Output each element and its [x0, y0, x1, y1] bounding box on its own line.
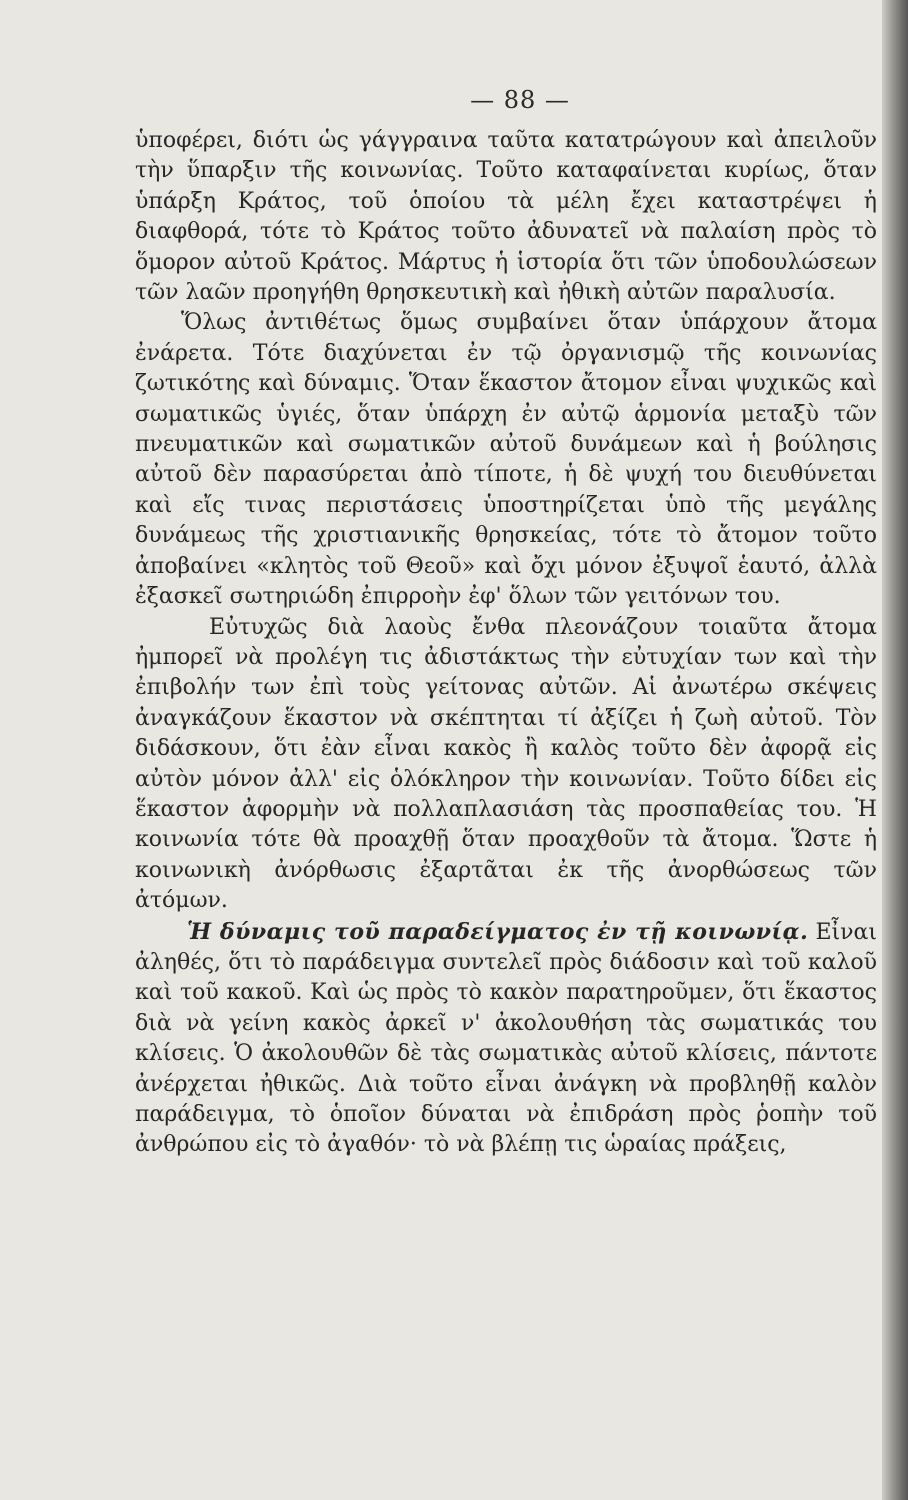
page-number: — 88 — [470, 86, 570, 114]
paragraph-2: Ὅλως ἀντιθέτως ὅμως συμβαίνει ὅταν ὑπάρχουν ἄτομα ἐνάρετα. Τότε διαχύνεται ἐν τῷ ὀργανισμῷ τῆς κοινωνίας ζωτικότης καὶ δύναμις. Ὅταν ἕκαστον ἄτομον εἶναι ψυχικῶς καὶ σωματικῶς ὑγιές, ὅταν ὑπάρχη ἐν αὐτῷ ἁρμονία μεταξὺ τῶν πνευματικῶν καὶ σωματικῶν αὐτοῦ δυνάμεων καὶ ἡ βούλησις αὐτοῦ δὲν παρασύρεται ἀπὸ τίποτε, ἡ δὲ ψυχή του διευθύνεται καὶ εἴς τινας περιστάσεις ὑποστηρίζεται ὑπὸ τῆς μεγάλης δυνάμεως τῆς χριστιανικῆς θρησκείας, τότε τὸ ἄτομον τοῦτο ἀποβαίνει «κλητὸς τοῦ Θεοῦ» καὶ ὄχι μόνον ἐξυψοῖ ἑαυτό, ἀλλὰ ἐξασκεῖ σωτηριώδη ἐπιρροὴν ἐφ' ὅλων τῶν γειτόνων του. [135, 310, 877, 610]
page-edge-shadow [882, 0, 908, 1500]
paragraph-4-text: Εἶναι ἀληθές, ὅτι τὸ παράδειγμα συντελεῖ πρὸς διάδοσιν καὶ τοῦ καλοῦ καὶ τοῦ κακοῦ. Καὶ ὡς πρὸς τὸ κακὸν παρατηροῦμεν, ὅτι ἕκαστος διὰ νὰ γείνη κακὸς ἀρκεῖ ν' ἀκολουθήση τὰς σωματικάς του κλίσεις. Ὁ ἀκολουθῶν δὲ τὰς σωματικὰς αὐτοῦ κλίσεις, πάντοτε ἀνέρχεται ἠθικῶς. Διὰ τοῦτο εἶναι ἀνάγκη νὰ προβληθῇ καλὸν παράδειγμα, τὸ ὁποῖον δύναται νὰ ἐπιδράση πρὸς ῥοπὴν τοῦ ἀνθρώπου εἰς τὸ ἀγαθόν· τὸ νὰ βλέπῃ τις ὡραίας πράξεις, [135, 919, 877, 1158]
page-text-body [135, 126, 877, 1161]
paragraph-3: Εὐτυχῶς διὰ λαοὺς ἔνθα πλεονάζουν τοιαῦτα ἄτομα ἠμπορεῖ νὰ προλέγη τις ἀδιστάκτως τὴν εὐτυχίαν των καὶ τὴν ἐπιβολήν των ἐπὶ τοὺς γείτονας αὐτῶν. Αἱ ἀνωτέρω σκέψεις ἀναγκάζουν ἕκαστον νὰ σκέπτηται τί ἀξίζει ἡ ζωὴ αὐτοῦ. Τὸν διδάσκουν, ὅτι ἐὰν εἶναι κακὸς ἢ καλὸς τοῦτο δὲν ἀφορᾷ εἰς αὐτὸν μόνον ἀλλ' εἰς ὁλόκληρον τὴν κοινωνίαν. Τοῦτο δίδει εἰς ἕκαστον ἀφορμὴν νὰ πολλαπλασιάση τὰς προσπαθείας του. Ἡ κοινωνία τότε θὰ προαχθῇ ὅταν προαχθοῦν τὰ ἄτομα. Ὥστε ἡ κοινωνικὴ ἀνόρθωσις ἐξαρτᾶται ἐκ τῆς ἀνορθώσεως τῶν ἀτόμων. [135, 614, 877, 914]
paragraph-4 [135, 917, 877, 1161]
section-heading: Ἡ δύναμις τοῦ παραδείγματος ἐν τῇ κοινωνίᾳ. [187, 918, 809, 945]
paragraph-1: ὑποφέρει, διότι ὡς γάγγραινα ταῦτα κατατρώγουν καὶ ἀπειλοῦν τὴν ὕπαρξιν τῆς κοινωνίας. Τοῦτο καταφαίνεται κυρίως, ὅταν ὑπάρξη Κράτος, τοῦ ὁποίου τὰ μέλη ἔχει καταστρέψει ἡ διαφθορά, τότε τὸ Κράτος τοῦτο ἀδυνατεῖ νὰ παλαίση πρὸς τὸ ὅμορον αὐτοῦ Κράτος. Μάρτυς ἡ ἱστορία ὅτι τῶν ὑποδουλώσεων τῶν λαῶν προηγήθη θρησκευτικὴ καὶ ἠθικὴ αὐτῶν παραλυσία. [135, 128, 877, 306]
